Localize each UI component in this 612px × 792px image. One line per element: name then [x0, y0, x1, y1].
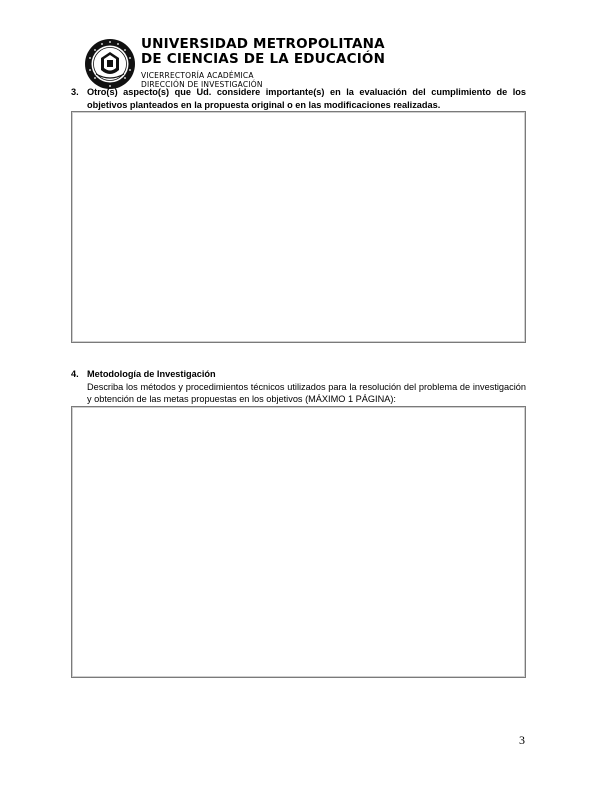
question-3-number: 3. [71, 87, 79, 97]
answer-box-3[interactable] [71, 111, 526, 343]
question-3 [71, 86, 526, 111]
question-4-number: 4. [71, 369, 79, 379]
question-4 [71, 368, 526, 406]
question-4-title: Metodología de Investigación [87, 369, 216, 379]
page-number: 3 [519, 733, 525, 747]
department-line-1: VICERRECTORÍA ACADÉMICA [141, 71, 254, 80]
university-seal-icon [84, 38, 136, 90]
department-line-2: DIRECCIÓN DE INVESTIGACIÓN [141, 80, 263, 89]
question-4-text: Describa los métodos y procedimientos técnicos utilizados para la resolución del problema de investigación y obtención de las metas propuestas en los objetivos (MÁXIMO 1 PÁGINA): [87, 381, 526, 404]
institution-name [141, 37, 385, 89]
question-3-text: Otro(s) aspecto(s) que Ud. considere importante(s) en la evaluación del cumplimiento de los objetivos planteados en la propuesta original o en las modificaciones realizadas. [87, 87, 526, 110]
institution-line-1: UNIVERSIDAD METROPOLITANA [141, 36, 385, 52]
answer-box-4[interactable] [71, 406, 526, 678]
institution-line-2: DE CIENCIAS DE LA EDUCACIÓN [141, 51, 386, 67]
